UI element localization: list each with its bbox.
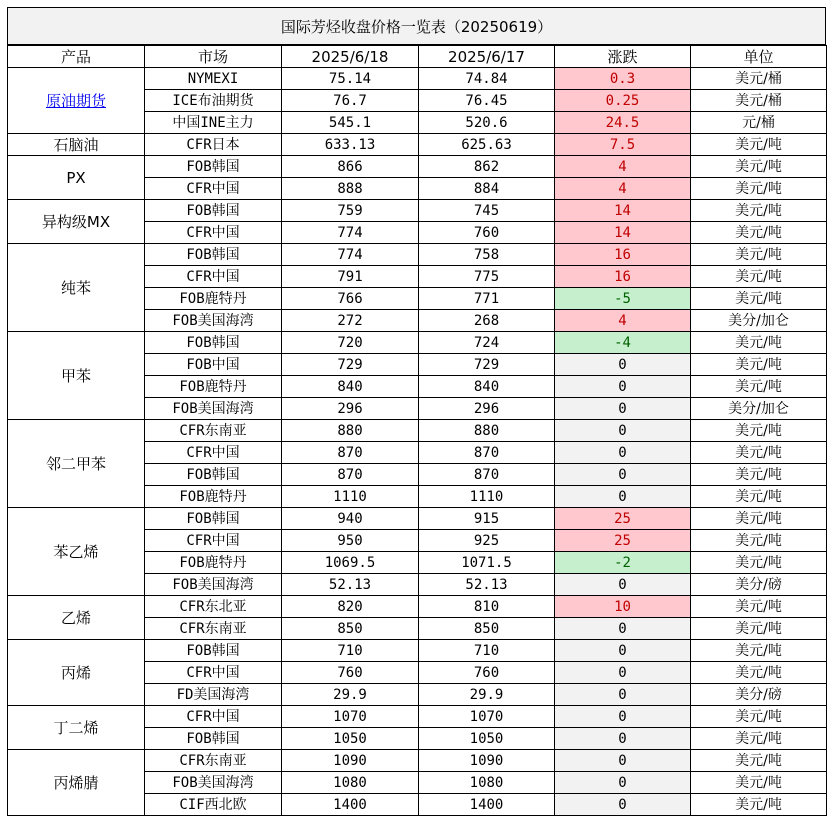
- table-row: [8, 68, 827, 90]
- header-unit: 单位: [691, 46, 827, 68]
- price-today-cell: 52.13: [282, 574, 419, 596]
- price-today-cell: 1069.5: [282, 552, 419, 574]
- product-cell: 丙烯腈: [8, 750, 145, 816]
- header-date2: 2025/6/17: [419, 46, 555, 68]
- market-cell: FOB韩国: [145, 244, 282, 266]
- product-cell: 异构级MX: [8, 200, 145, 244]
- table-row: [8, 156, 827, 178]
- price-prev-cell: 925: [419, 530, 555, 552]
- price-today-cell: 729: [282, 354, 419, 376]
- price-prev-cell: 880: [419, 420, 555, 442]
- market-cell: FOB鹿特丹: [145, 486, 282, 508]
- price-today-cell: 1080: [282, 772, 419, 794]
- change-cell: 0: [555, 706, 691, 728]
- change-cell: 0: [555, 684, 691, 706]
- product-cell: 邻二甲苯: [8, 420, 145, 508]
- change-cell: 0: [555, 750, 691, 772]
- price-prev-cell: 884: [419, 178, 555, 200]
- unit-cell: 美分/磅: [691, 574, 827, 596]
- unit-cell: 元/桶: [691, 112, 827, 134]
- price-prev-cell: 745: [419, 200, 555, 222]
- product-cell: 甲苯: [8, 332, 145, 420]
- product-cell: 丁二烯: [8, 706, 145, 750]
- unit-cell: 美元/桶: [691, 68, 827, 90]
- price-today-cell: 850: [282, 618, 419, 640]
- price-today-cell: 720: [282, 332, 419, 354]
- price-prev-cell: 840: [419, 376, 555, 398]
- market-cell: FD美国海湾: [145, 684, 282, 706]
- price-today-cell: 760: [282, 662, 419, 684]
- change-cell: 16: [555, 244, 691, 266]
- product-cell: 苯乙烯: [8, 508, 145, 596]
- price-prev-cell: 1050: [419, 728, 555, 750]
- table-row: [8, 750, 827, 772]
- price-prev-cell: 850: [419, 618, 555, 640]
- table-row: [8, 640, 827, 662]
- change-cell: 25: [555, 508, 691, 530]
- change-cell: 0: [555, 794, 691, 816]
- product-cell: 纯苯: [8, 244, 145, 332]
- market-cell: CFR东南亚: [145, 750, 282, 772]
- price-prev-cell: 729: [419, 354, 555, 376]
- unit-cell: 美元/吨: [691, 596, 827, 618]
- price-prev-cell: 870: [419, 442, 555, 464]
- market-cell: CFR日本: [145, 134, 282, 156]
- unit-cell: 美元/吨: [691, 640, 827, 662]
- change-cell: 0: [555, 640, 691, 662]
- market-cell: FOB韩国: [145, 200, 282, 222]
- unit-cell: 美元/吨: [691, 156, 827, 178]
- unit-cell: 美分/加仑: [691, 310, 827, 332]
- change-cell: 10: [555, 596, 691, 618]
- price-sheet: [7, 7, 826, 819]
- price-today-cell: 296: [282, 398, 419, 420]
- change-cell: 0: [555, 618, 691, 640]
- unit-cell: 美元/吨: [691, 178, 827, 200]
- price-today-cell: 950: [282, 530, 419, 552]
- price-today-cell: 1050: [282, 728, 419, 750]
- market-cell: FOB美国海湾: [145, 398, 282, 420]
- change-cell: 0: [555, 574, 691, 596]
- market-cell: FOB美国海湾: [145, 574, 282, 596]
- market-cell: FOB鹿特丹: [145, 376, 282, 398]
- price-today-cell: 29.9: [282, 684, 419, 706]
- change-cell: -2: [555, 552, 691, 574]
- change-cell: -5: [555, 288, 691, 310]
- price-prev-cell: 1400: [419, 794, 555, 816]
- change-cell: 0: [555, 464, 691, 486]
- price-today-cell: 272: [282, 310, 419, 332]
- price-prev-cell: 760: [419, 222, 555, 244]
- price-prev-cell: 810: [419, 596, 555, 618]
- change-cell: 0: [555, 398, 691, 420]
- market-cell: FOB韩国: [145, 728, 282, 750]
- unit-cell: 美元/吨: [691, 354, 827, 376]
- market-cell: ICE布油期货: [145, 90, 282, 112]
- table-row: [8, 134, 827, 156]
- market-cell: CFR中国: [145, 706, 282, 728]
- product-cell[interactable]: [8, 68, 145, 134]
- market-cell: FOB美国海湾: [145, 310, 282, 332]
- change-cell: 4: [555, 156, 691, 178]
- price-prev-cell: 1070: [419, 706, 555, 728]
- market-cell: CFR东南亚: [145, 420, 282, 442]
- price-prev-cell: 268: [419, 310, 555, 332]
- product-cell: 丙烯: [8, 640, 145, 706]
- sheet-title: 国际芳烃收盘价格一览表（20250619）: [7, 7, 826, 45]
- unit-cell: 美元/吨: [691, 618, 827, 640]
- unit-cell: 美元/吨: [691, 662, 827, 684]
- change-cell: 0: [555, 662, 691, 684]
- market-cell: FOB韩国: [145, 156, 282, 178]
- market-cell: FOB中国: [145, 354, 282, 376]
- change-cell: 0: [555, 442, 691, 464]
- header-change: 涨跌: [555, 46, 691, 68]
- table-row: [8, 332, 827, 354]
- market-cell: CFR东南亚: [145, 618, 282, 640]
- price-today-cell: 633.13: [282, 134, 419, 156]
- price-prev-cell: 1080: [419, 772, 555, 794]
- price-prev-cell: 724: [419, 332, 555, 354]
- change-cell: 4: [555, 178, 691, 200]
- change-cell: 0.25: [555, 90, 691, 112]
- market-cell: FOB韩国: [145, 332, 282, 354]
- price-today-cell: 1400: [282, 794, 419, 816]
- price-prev-cell: 1110: [419, 486, 555, 508]
- change-cell: 7.5: [555, 134, 691, 156]
- price-prev-cell: 74.84: [419, 68, 555, 90]
- table-row: [8, 200, 827, 222]
- price-today-cell: 710: [282, 640, 419, 662]
- unit-cell: 美元/吨: [691, 222, 827, 244]
- change-cell: 4: [555, 310, 691, 332]
- price-today-cell: 545.1: [282, 112, 419, 134]
- price-today-cell: 940: [282, 508, 419, 530]
- change-cell: 0.3: [555, 68, 691, 90]
- price-today-cell: 76.7: [282, 90, 419, 112]
- unit-cell: 美元/吨: [691, 464, 827, 486]
- price-today-cell: 75.14: [282, 68, 419, 90]
- change-cell: 0: [555, 728, 691, 750]
- price-prev-cell: 625.63: [419, 134, 555, 156]
- market-cell: CFR中国: [145, 662, 282, 684]
- product-link[interactable]: 原油期货: [45, 91, 106, 110]
- unit-cell: 美元/吨: [691, 332, 827, 354]
- price-prev-cell: 52.13: [419, 574, 555, 596]
- market-cell: CFR中国: [145, 442, 282, 464]
- market-cell: FOB韩国: [145, 508, 282, 530]
- price-table: [7, 45, 827, 816]
- change-cell: 24.5: [555, 112, 691, 134]
- unit-cell: 美元/吨: [691, 134, 827, 156]
- market-cell: FOB韩国: [145, 464, 282, 486]
- price-prev-cell: 870: [419, 464, 555, 486]
- table-row: [8, 508, 827, 530]
- unit-cell: 美元/吨: [691, 728, 827, 750]
- market-cell: 中国INE主力: [145, 112, 282, 134]
- price-today-cell: 766: [282, 288, 419, 310]
- price-prev-cell: 1071.5: [419, 552, 555, 574]
- change-cell: 0: [555, 420, 691, 442]
- market-cell: CFR中国: [145, 530, 282, 552]
- unit-cell: 美元/吨: [691, 750, 827, 772]
- unit-cell: 美元/吨: [691, 486, 827, 508]
- unit-cell: 美元/吨: [691, 442, 827, 464]
- unit-cell: 美元/吨: [691, 244, 827, 266]
- market-cell: FOB鹿特丹: [145, 288, 282, 310]
- market-cell: FOB韩国: [145, 640, 282, 662]
- header-product: 产品: [8, 46, 145, 68]
- change-cell: 0: [555, 354, 691, 376]
- unit-cell: 美元/吨: [691, 508, 827, 530]
- price-today-cell: 1070: [282, 706, 419, 728]
- price-today-cell: 774: [282, 244, 419, 266]
- price-prev-cell: 771: [419, 288, 555, 310]
- table-row: [8, 244, 827, 266]
- unit-cell: 美元/吨: [691, 200, 827, 222]
- price-prev-cell: 76.45: [419, 90, 555, 112]
- price-prev-cell: 915: [419, 508, 555, 530]
- table-row: [8, 706, 827, 728]
- market-cell: FOB美国海湾: [145, 772, 282, 794]
- price-today-cell: 870: [282, 442, 419, 464]
- price-prev-cell: 775: [419, 266, 555, 288]
- market-cell: FOB鹿特丹: [145, 552, 282, 574]
- header-date1: 2025/6/18: [282, 46, 419, 68]
- market-cell: CIF西北欧: [145, 794, 282, 816]
- change-cell: -4: [555, 332, 691, 354]
- change-cell: 16: [555, 266, 691, 288]
- market-cell: CFR中国: [145, 178, 282, 200]
- price-prev-cell: 710: [419, 640, 555, 662]
- price-today-cell: 820: [282, 596, 419, 618]
- change-cell: 14: [555, 222, 691, 244]
- unit-cell: 美元/吨: [691, 530, 827, 552]
- unit-cell: 美分/磅: [691, 684, 827, 706]
- header-market: 市场: [145, 46, 282, 68]
- market-cell: CFR东北亚: [145, 596, 282, 618]
- market-cell: CFR中国: [145, 266, 282, 288]
- price-today-cell: 774: [282, 222, 419, 244]
- price-prev-cell: 29.9: [419, 684, 555, 706]
- unit-cell: 美元/吨: [691, 772, 827, 794]
- price-today-cell: 1110: [282, 486, 419, 508]
- table-row: [8, 420, 827, 442]
- unit-cell: 美元/吨: [691, 420, 827, 442]
- price-today-cell: 791: [282, 266, 419, 288]
- product-cell: PX: [8, 156, 145, 200]
- table-row: [8, 596, 827, 618]
- change-cell: 0: [555, 486, 691, 508]
- unit-cell: 美元/吨: [691, 794, 827, 816]
- unit-cell: 美元/吨: [691, 552, 827, 574]
- price-today-cell: 888: [282, 178, 419, 200]
- unit-cell: 美分/加仑: [691, 398, 827, 420]
- unit-cell: 美元/桶: [691, 90, 827, 112]
- price-today-cell: 866: [282, 156, 419, 178]
- unit-cell: 美元/吨: [691, 706, 827, 728]
- product-cell: 乙烯: [8, 596, 145, 640]
- price-today-cell: 870: [282, 464, 419, 486]
- unit-cell: 美元/吨: [691, 376, 827, 398]
- change-cell: 25: [555, 530, 691, 552]
- price-today-cell: 880: [282, 420, 419, 442]
- change-cell: 14: [555, 200, 691, 222]
- market-cell: CFR中国: [145, 222, 282, 244]
- price-today-cell: 840: [282, 376, 419, 398]
- price-prev-cell: 758: [419, 244, 555, 266]
- market-cell: NYMEXI: [145, 68, 282, 90]
- table-body: [8, 68, 827, 816]
- price-prev-cell: 862: [419, 156, 555, 178]
- change-cell: 0: [555, 772, 691, 794]
- product-cell: 石脑油: [8, 134, 145, 156]
- price-prev-cell: 1090: [419, 750, 555, 772]
- unit-cell: 美元/吨: [691, 266, 827, 288]
- unit-cell: 美元/吨: [691, 288, 827, 310]
- change-cell: 0: [555, 376, 691, 398]
- price-prev-cell: 760: [419, 662, 555, 684]
- price-prev-cell: 520.6: [419, 112, 555, 134]
- price-today-cell: 1090: [282, 750, 419, 772]
- header-row: [8, 46, 827, 68]
- price-prev-cell: 296: [419, 398, 555, 420]
- price-today-cell: 759: [282, 200, 419, 222]
